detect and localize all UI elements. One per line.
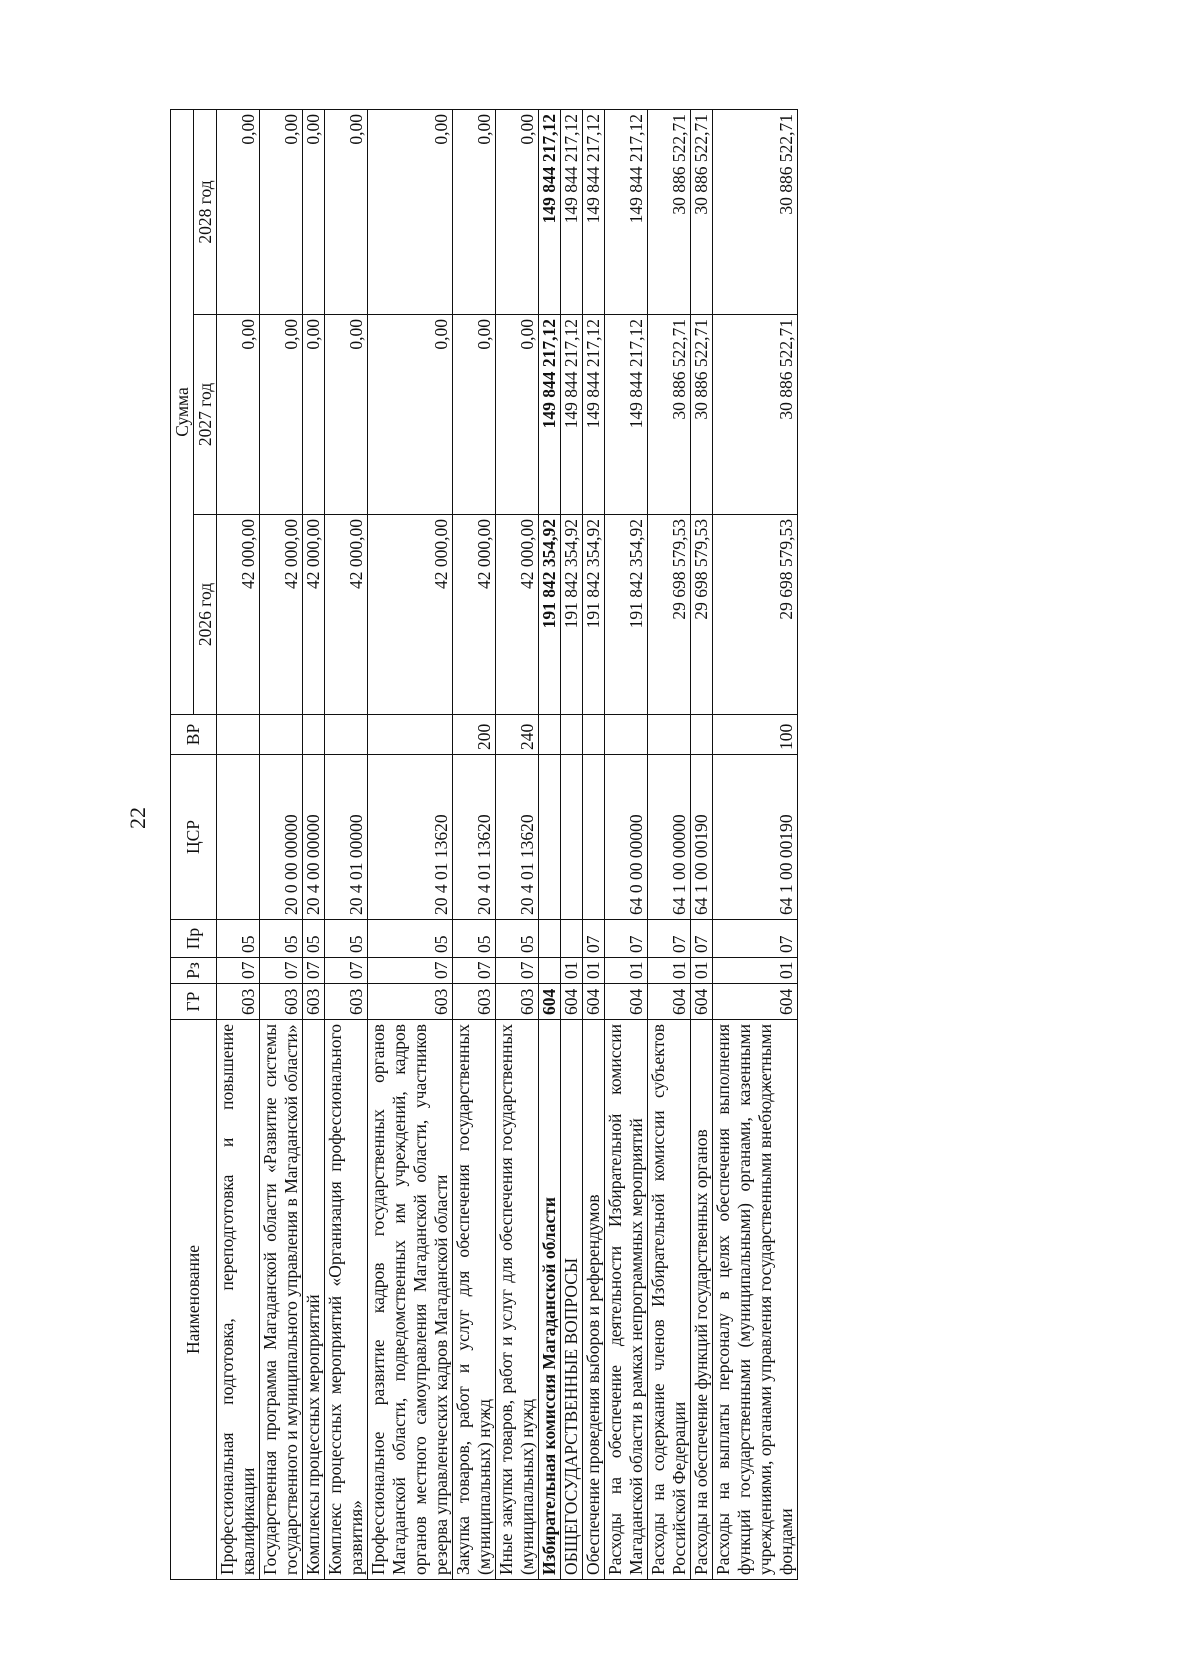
cell-vr [260, 715, 303, 755]
table-row [605, 109, 648, 1579]
cell-2028: 0,00 [453, 109, 496, 314]
cell-gr: 604 [605, 984, 648, 1020]
cell-name: Обеспечение проведения выборов и референдумов [583, 1020, 605, 1580]
cell-2027: 149 844 217,12 [583, 315, 605, 515]
cell-csr: 20 4 00 00000 [303, 755, 325, 920]
cell-2026: 29 698 579,53 [691, 515, 713, 715]
cell-2028: 0,00 [368, 109, 453, 314]
cell-vr [303, 715, 325, 755]
cell-pr: 05 [260, 920, 303, 958]
table-body [217, 109, 798, 1579]
cell-2028: 149 844 217,12 [539, 109, 561, 314]
cell-2027: 0,00 [368, 315, 453, 515]
cell-name: Комплексы процессных мероприятий [303, 1020, 325, 1580]
cell-2027: 0,00 [260, 315, 303, 515]
cell-2026: 191 842 354,92 [561, 515, 583, 715]
cell-2027: 149 844 217,12 [561, 315, 583, 515]
cell-vr: 200 [453, 715, 496, 755]
cell-gr: 603 [368, 984, 453, 1020]
cell-gr: 604 [648, 984, 691, 1020]
cell-2027: 0,00 [496, 315, 539, 515]
cell-name: Иные закупки товаров, работ и услуг для обеспечения государственных (муниципальных) нужд [496, 1020, 539, 1580]
cell-name: Закупка товаров, работ и услуг для обеспечения государственных (муниципальных) нужд [453, 1020, 496, 1580]
cell-2027: 30 886 522,71 [691, 315, 713, 515]
cell-2026: 42 000,00 [303, 515, 325, 715]
table-row [539, 109, 561, 1579]
cell-2028: 0,00 [217, 109, 260, 314]
table-row [217, 109, 260, 1579]
cell-rz: 07 [453, 958, 496, 984]
cell-gr: 604 [539, 984, 561, 1020]
cell-vr [605, 715, 648, 755]
cell-rz: 07 [368, 958, 453, 984]
cell-gr: 603 [303, 984, 325, 1020]
cell-name: Расходы на обеспечение функций государственных органов [691, 1020, 713, 1580]
cell-2028: 149 844 217,12 [583, 109, 605, 314]
cell-rz: 07 [325, 958, 368, 984]
rotated-page-content [170, 110, 1030, 1580]
cell-name: ОБЩЕГОСУДАРСТВЕННЫЕ ВОПРОСЫ [561, 1020, 583, 1580]
table-row [260, 109, 303, 1579]
cell-gr: 604 [561, 984, 583, 1020]
cell-pr: 05 [496, 920, 539, 958]
table-row [368, 109, 453, 1579]
cell-2026: 42 000,00 [260, 515, 303, 715]
cell-2028: 149 844 217,12 [561, 109, 583, 314]
cell-2026: 42 000,00 [325, 515, 368, 715]
cell-2026: 29 698 579,53 [648, 515, 691, 715]
cell-vr [648, 715, 691, 755]
table-row [561, 109, 583, 1579]
cell-rz: 01 [561, 958, 583, 984]
cell-2027: 149 844 217,12 [605, 315, 648, 515]
cell-gr: 604 [583, 984, 605, 1020]
cell-csr: 20 4 01 13620 [453, 755, 496, 920]
cell-rz: 07 [260, 958, 303, 984]
cell-rz: 01 [713, 958, 798, 984]
header-rz: Рз [171, 958, 217, 984]
cell-gr: 603 [325, 984, 368, 1020]
cell-name: Расходы на выплаты персоналу в целях обеспечения выполнения функций государственными (муниципальными) органами, казенными учреждениями, органами управления государственными внебюджетными фондами [713, 1020, 798, 1580]
cell-csr: 64 1 00 00190 [713, 755, 798, 920]
cell-2027: 30 886 522,71 [713, 315, 798, 515]
cell-csr [583, 755, 605, 920]
cell-csr: 20 4 01 00000 [325, 755, 368, 920]
cell-2028: 0,00 [260, 109, 303, 314]
cell-csr: 64 1 00 00000 [648, 755, 691, 920]
cell-2028: 30 886 522,71 [713, 109, 798, 314]
cell-2026: 29 698 579,53 [713, 515, 798, 715]
cell-gr: 603 [217, 984, 260, 1020]
cell-2026: 191 842 354,92 [583, 515, 605, 715]
cell-gr: 603 [453, 984, 496, 1020]
table-row [648, 109, 691, 1579]
cell-2027: 0,00 [453, 315, 496, 515]
cell-vr [325, 715, 368, 755]
cell-vr: 100 [713, 715, 798, 755]
cell-2027: 149 844 217,12 [539, 315, 561, 515]
cell-2028: 0,00 [303, 109, 325, 314]
cell-csr [217, 755, 260, 920]
cell-name: Профессиональная подготовка, переподготовка и повышение квалификации [217, 1020, 260, 1580]
table-row [496, 109, 539, 1579]
cell-2028: 0,00 [496, 109, 539, 314]
cell-rz: 07 [217, 958, 260, 984]
cell-pr: 05 [325, 920, 368, 958]
header-pr: Пр [171, 920, 217, 958]
cell-2026: 191 842 354,92 [539, 515, 561, 715]
header-name: Наименование [171, 1020, 217, 1580]
cell-2027: 0,00 [303, 315, 325, 515]
cell-gr: 603 [260, 984, 303, 1020]
cell-pr: 07 [605, 920, 648, 958]
cell-2026: 42 000,00 [217, 515, 260, 715]
cell-csr: 64 0 00 00000 [605, 755, 648, 920]
budget-table [170, 109, 798, 1580]
cell-csr [539, 755, 561, 920]
cell-pr: 05 [453, 920, 496, 958]
cell-rz: 01 [583, 958, 605, 984]
cell-2027: 0,00 [325, 315, 368, 515]
cell-gr: 604 [713, 984, 798, 1020]
cell-2026: 42 000,00 [453, 515, 496, 715]
cell-pr: 05 [368, 920, 453, 958]
cell-2028: 0,00 [325, 109, 368, 314]
cell-pr: 07 [648, 920, 691, 958]
cell-rz: 01 [691, 958, 713, 984]
cell-pr [561, 920, 583, 958]
table-row [325, 109, 368, 1579]
cell-name: Комплекс процессных мероприятий «Организация профессионального развития» [325, 1020, 368, 1580]
cell-pr: 07 [691, 920, 713, 958]
table-row [583, 109, 605, 1579]
cell-rz: 07 [496, 958, 539, 984]
cell-2028: 149 844 217,12 [605, 109, 648, 314]
header-csr: ЦСР [171, 755, 217, 920]
table-header-row-1 [171, 109, 194, 1579]
cell-pr: 05 [217, 920, 260, 958]
table-row [303, 109, 325, 1579]
cell-vr [217, 715, 260, 755]
cell-csr: 20 4 01 13620 [496, 755, 539, 920]
cell-rz [539, 958, 561, 984]
cell-name: Профессиональное развитие кадров государственных органов Магаданской области, подведомственных им учреждений, кадров органов местного самоуправления Магаданской области, участников резерва управленческих кадров Магаданской области [368, 1020, 453, 1580]
cell-csr [561, 755, 583, 920]
cell-vr [583, 715, 605, 755]
table-row [691, 109, 713, 1579]
cell-csr: 64 1 00 00190 [691, 755, 713, 920]
header-sum: Сумма [171, 109, 194, 714]
cell-2026: 42 000,00 [496, 515, 539, 715]
table-row [453, 109, 496, 1579]
cell-vr [539, 715, 561, 755]
cell-name: Расходы на обеспечение деятельности Избирательной комиссии Магаданской области в рамках непрограммных мероприятий [605, 1020, 648, 1580]
cell-2028: 30 886 522,71 [691, 109, 713, 314]
cell-name: Расходы на содержание членов Избирательной комиссии субъектов Российской Федерации [648, 1020, 691, 1580]
cell-vr [691, 715, 713, 755]
cell-pr [539, 920, 561, 958]
cell-vr [561, 715, 583, 755]
cell-2028: 30 886 522,71 [648, 109, 691, 314]
cell-rz: 07 [303, 958, 325, 984]
cell-name: Избирательная комиссия Магаданской области [539, 1020, 561, 1580]
cell-gr: 604 [691, 984, 713, 1020]
cell-rz: 01 [648, 958, 691, 984]
cell-pr: 05 [303, 920, 325, 958]
table-row [713, 109, 798, 1579]
cell-2027: 0,00 [217, 315, 260, 515]
cell-name: Государственная программа Магаданской области «Развитие системы государственного и муниципального управления в Магаданской области» [260, 1020, 303, 1580]
cell-csr: 20 0 00 00000 [260, 755, 303, 920]
header-gr: ГР [171, 984, 217, 1020]
cell-gr: 603 [496, 984, 539, 1020]
cell-csr: 20 4 01 13620 [368, 755, 453, 920]
cell-rz: 01 [605, 958, 648, 984]
header-vr: ВР [171, 715, 217, 755]
header-2026: 2026 год [194, 515, 217, 715]
cell-2026: 42 000,00 [368, 515, 453, 715]
cell-2026: 191 842 354,92 [605, 515, 648, 715]
cell-2027: 30 886 522,71 [648, 315, 691, 515]
cell-vr [368, 715, 453, 755]
header-2027: 2027 год [194, 315, 217, 515]
cell-vr: 240 [496, 715, 539, 755]
page-number: 22 [125, 807, 150, 829]
header-2028: 2028 год [194, 109, 217, 314]
cell-pr: 07 [583, 920, 605, 958]
cell-pr: 07 [713, 920, 798, 958]
